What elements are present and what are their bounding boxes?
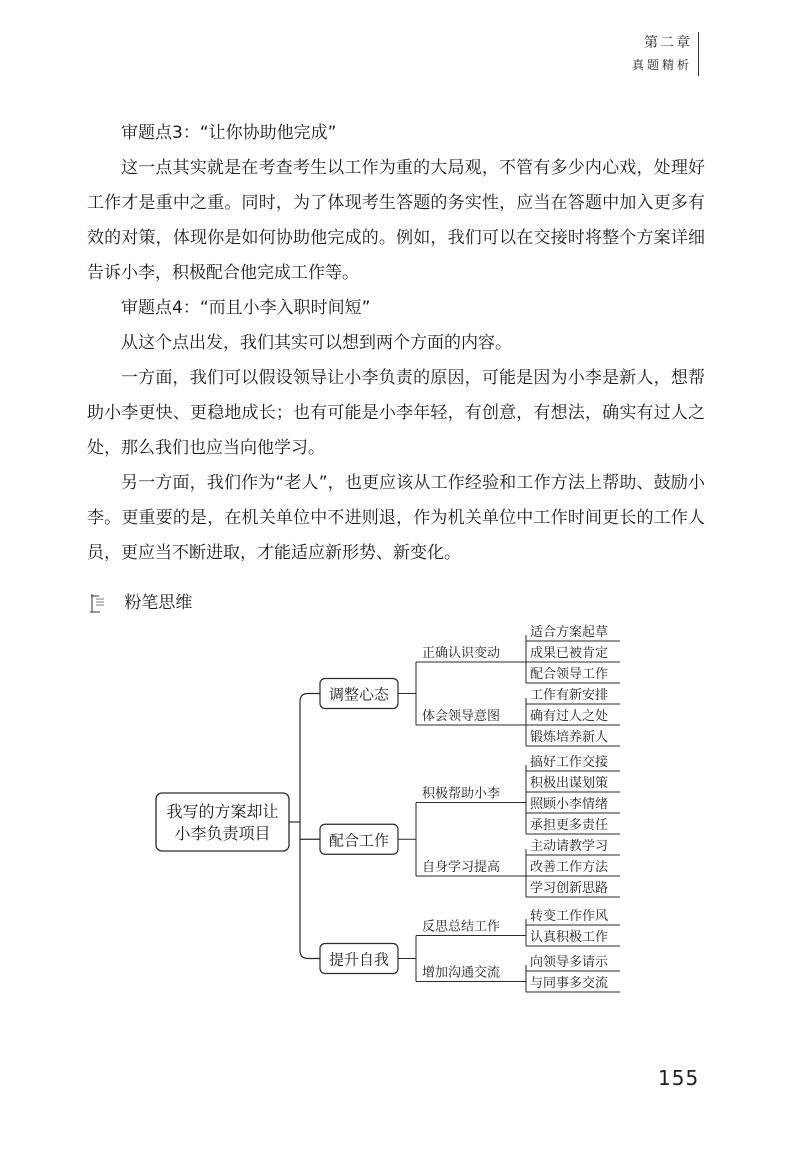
page-number: 155 [658,1066,700,1090]
leaf-node: 工作有新安排 [530,688,609,703]
paragraph: 这一点其实就是在考查考生以工作为重的大局观，不管有多少内心戏，处理好工作才是重中之重。同时，为了体现考生答题的务实性，应当在答题中加入更多有效的对策，体现你是如何协助他完成的。例如，我们可以在交接时将整个方案详细告诉小李，积极配合他完成工作等。 [87,158,705,283]
leaf-node: 积极出谋划策 [530,776,609,791]
leaf-node: 向领导多请示 [530,955,609,970]
chapter-label: 第二章 [644,35,692,51]
paragraph-point-4-heading: 审题点4：“而且小李入职时间短” [121,298,371,318]
group-node: 自身学习提高 [422,860,501,875]
group-node: 积极帮助小李 [422,786,501,802]
leaf-node: 搞好工作交接 [530,755,609,770]
leaf-node: 改善工作方法 [530,860,609,875]
branch-node: 配合工作 [328,831,390,850]
leaf-node: 锻炼培养新人 [530,730,609,745]
leaf-node: 学习创新思路 [530,881,609,896]
group-node: 反思总结工作 [422,919,501,935]
group-node: 增加沟通交流 [422,965,501,981]
paragraph-point-3-heading: 审题点3：“让你协助他完成” [121,123,337,143]
root-node: 我写的方案却让小李负责项目 [166,802,279,843]
leaf-node: 成果已被肯定 [530,646,609,661]
branch-node: 调整心态 [328,685,390,704]
section-title-text: 粉笔思维 [124,593,193,613]
leaf-node: 配合领导工作 [530,667,609,682]
leaf-node: 适合方案起草 [530,625,609,640]
paragraph: 另一方面，我们作为“老人”，也更应该从工作经验和工作方法上帮助、鼓励小李。更重要的是，在机关单位中不进则退，作为机关单位中工作时间更长的工作人员，更应当不断进取，才能适应新形势、新变化。 [87,473,705,563]
leaf-node: 承担更多责任 [530,818,609,833]
group-node: 正确认识变动 [422,646,501,661]
branch-node: 提升自我 [328,950,390,969]
leaf-node: 与同事多交流 [530,976,609,991]
leaf-node: 认真积极工作 [530,930,609,945]
leaf-node: 照顾小李情绪 [530,797,609,812]
leaf-node: 转变工作作风 [530,909,609,924]
paragraph: 从这个点出发，我们其实可以想到两个方面的内容。 [121,333,512,353]
root-spine [300,694,320,959]
leaf-node: 确有过人之处 [530,709,609,724]
group-node: 体会领导意图 [422,709,501,724]
chapter-subtitle: 真题精析 [631,58,692,72]
paragraph: 一方面，我们可以假设领导让小李负责的原因，可能是因为小李是新人，想帮助小李更快、更稳地成长；也有可能是小李年轻，有创意，有想法，确实有过人之处，那么我们也应当向他学习。 [87,368,705,458]
leaf-node: 主动请教学习 [530,839,609,854]
